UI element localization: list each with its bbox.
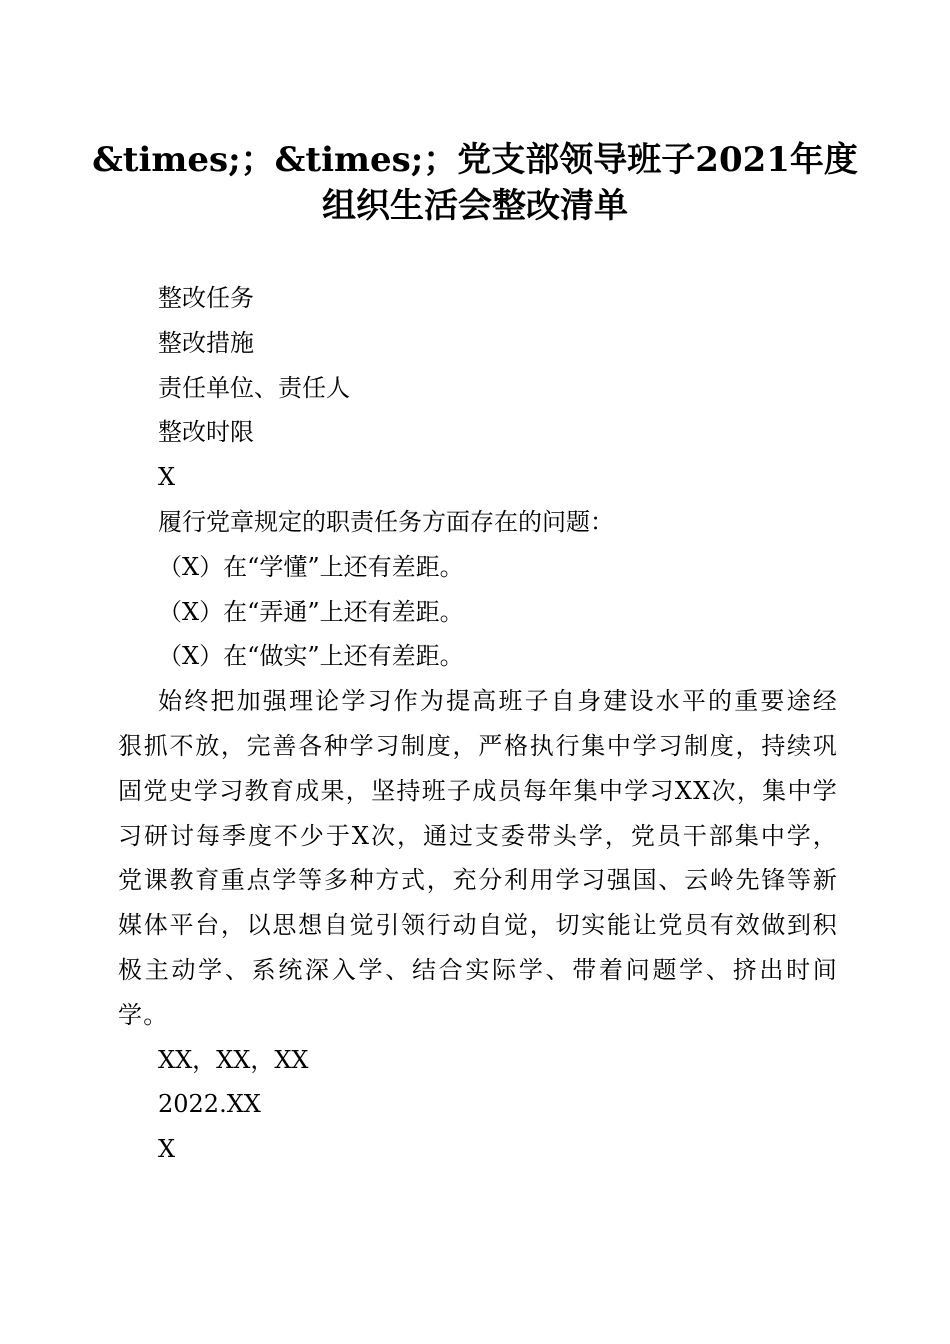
paragraph-responsible-persons: XX，XX，XX: [158, 1045, 309, 1074]
paragraph-measures-header: 整改措施: [158, 328, 254, 357]
paragraph-problem-1: （X）在“学懂”上还有差距。: [158, 552, 464, 581]
paragraph-task-header: 整改任务: [158, 284, 254, 312]
document-title-line-2: 组织生活会整改清单: [322, 186, 628, 226]
paragraph-trailing-x: X: [158, 1135, 176, 1164]
document-title-line-1: &times;；&times;；党支部领导班子2021年度: [92, 140, 858, 180]
paragraph-responsible-header: 责任单位、责任人: [158, 373, 350, 402]
document-body: [118, 276, 838, 1172]
paragraph-deadline-date: 2022.XX: [158, 1090, 261, 1119]
paragraph-problem-heading: 履行党章规定的职责任务方面存在的问题：: [158, 507, 614, 536]
paragraph-deadline-header: 整改时限: [158, 418, 254, 447]
paragraph-item-number: X: [158, 463, 176, 492]
paragraph-measures-text: 始终把加强理论学习作为提高班子自身建设水平的重要途经狠抓不放，完善各种学习制度，严格执行集中学习制度，持续巩固党史学习教育成果，坚持班子成员每年集中学习XX次，集中学习研讨每季度不少于X次，通过支委带头学，党员干部集中学，党课教育重点学等多种方式，充分利用学习强国、云岭先锋等新媒体平台，以思想自觉引领行动自觉，切实能让党员有效做到积极主动学、系统深入学、结合实际学、带着问题学、挤出时间学。: [118, 687, 838, 1029]
paragraph-problem-2: （X）在“弄通”上还有差距。: [158, 597, 464, 626]
paragraph-problem-3: （X）在“做实”上还有差距。: [158, 642, 464, 671]
